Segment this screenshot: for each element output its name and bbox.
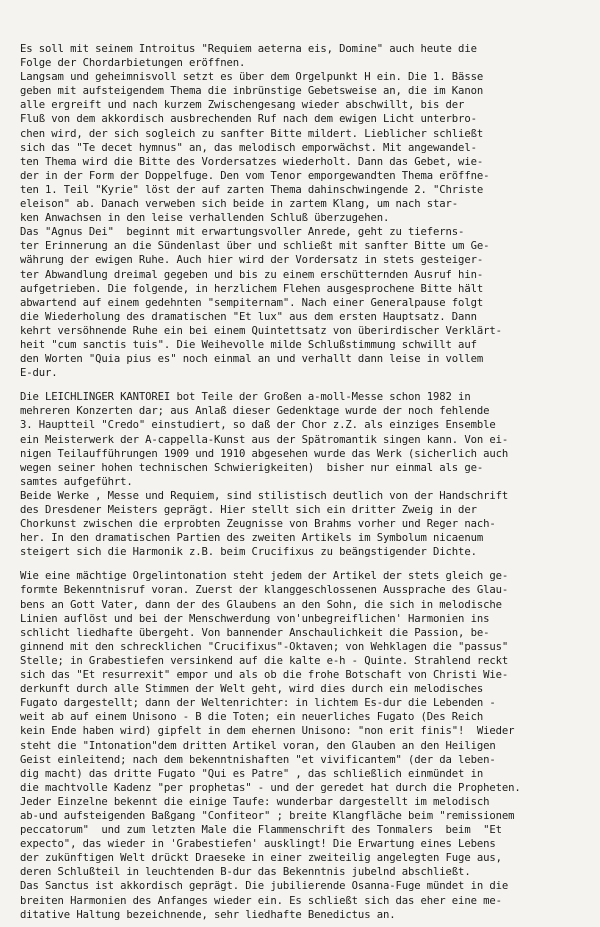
text-line: Fugato dargestellt; dann der Weltenrichter: in lichtem Es-dur die Lebenden -: [20, 697, 496, 710]
text-line: schlicht liedhafte übergeht. Von bannender Anschaulichkeit die Passion, be-: [20, 626, 490, 639]
text-line: samtes aufgeführt.: [20, 475, 133, 488]
paragraph-6: [20, 569, 586, 879]
text-line: nigen Teilaufführungen 1909 und 1910 abgesehen wurde das Werk (sicherlich auch: [20, 447, 509, 460]
text-line: expecto", das wieder in 'Grabestiefen' ausklingt! Die Erwartung eines Lebens: [20, 838, 496, 851]
text-line: eleison" ab. Danach verweben sich beide in zartem Klang, um nach star-: [20, 198, 459, 211]
text-line: abwartend auf einem gedehnten "sempiternam". Nach einer Generalpause folgt: [20, 296, 484, 309]
text-line: sich das "Te decet hymnus" an, das melodisch emporwächst. Mit angewandel-: [20, 141, 477, 154]
text-line: ab-und aufsteigenden Baßgang "Confiteor" ; breite Klangfläche beim "remissionem: [20, 809, 515, 822]
text-line: breiten Harmonien des Anfanges wieder ein. Es schließt sich das eher eine me-: [20, 894, 502, 907]
text-line: des Dresdener Meisters geprägt. Hier stellt sich ein dritter Zweig in der: [20, 504, 477, 516]
paragraph-2: [20, 70, 586, 225]
text-line: Stelle; in Grabestiefen versinkend auf die kalte e-h - Quinte. Strahlend reckt: [20, 654, 509, 667]
text-line: Folge der Chordarbietungen eröffnen.: [20, 57, 246, 70]
text-line: derkunft durch alle Stimmen der Welt geht, wird dies durch ein melodisches: [20, 683, 484, 696]
text-line: Das Sanctus ist akkordisch geprägt. Die jubilierende Osanna-Fuge mündet in die: [20, 880, 509, 893]
text-line: währung der ewigen Ruhe. Auch hier wird der Vordersatz in stets gesteiger-: [20, 254, 484, 267]
text-line: formte Bekenntnisruf voran. Zuerst der klanggeschlossenen Aussprache des Glau-: [20, 584, 509, 597]
text-line: weit ab auf einem Unisono - B die Toten; ein neuerliches Fugato (Des Reich: [20, 711, 484, 724]
text-line: dig macht) das dritte Fugato "Qui es Patre" , das schließlich einmündet in: [20, 767, 484, 780]
paragraph-5: [20, 489, 586, 559]
text-line: die machtvolle Kadenz "per prophetas" - und der geredet hat durch die Propheten.: [20, 781, 521, 794]
text-line: geben mit aufsteigendem Thema die inbrünstige Gebetsweise an, die im Kanon: [20, 85, 484, 98]
text-line: Langsam und geheimnisvoll setzt es über dem Orgelpunkt H ein. Die 1. Bässe: [20, 71, 484, 84]
paragraph-4: [20, 390, 586, 489]
paragraph-3: [20, 225, 586, 380]
text-line: der zukünftigen Welt drückt Draeseke in einer zweiteilig angelegten Fuge aus,: [20, 852, 502, 865]
text-line: sich das "Et resurrexit" empor und als ob die frohe Botschaft von Christi Wie-: [20, 669, 509, 682]
text-line: steigert sich die Harmonik z.B. beim Crucifixus zu beängstigender Dichte.: [20, 546, 477, 559]
text-line: ditative Haltung bezeichnende, sehr liedhafte Benedictus an.: [20, 908, 396, 921]
text-line: die Wiederholung des dramatischen "Et lux" aus dem ersten Hauptsatz. Dann: [20, 310, 477, 323]
text-line: ken Anwachsen in den leise verhallenden Schluß überzugehen.: [20, 212, 390, 225]
text-line: Fluß von dem akkordisch ausbrechenden Ruf nach dem ewigen Licht unterbro-: [20, 113, 477, 126]
text-line: ter Erinnerung an die Sündenlast über und schließt mit sanfter Bitte um Ge-: [20, 240, 490, 253]
text-line: Geist einleitend; nach dem bekenntnishaften "et vivificantem" (der da leben-: [20, 753, 496, 766]
text-line: ten Thema wird die Bitte des Vordersatzes wiederholt. Dann das Gebet, wie-: [20, 155, 484, 168]
text-line: Linien auflöst und bei der Menschwerdung von'unbegreiflichen' Harmonien ins: [20, 612, 490, 625]
text-line: Das "Agnus Dei" beginnt mit erwartungsvoller Anrede, geht zu tieferns-: [20, 226, 465, 239]
text-line: ginnend mit den schrecklichen "Crucifixus"-Oktaven; von Wehklagen die "passus": [20, 640, 509, 653]
text-line: aufgetrieben. Die folgende, in herzlichem Flehen ausgesprochene Bitte hält: [20, 282, 484, 295]
text-line: ter Abwandlung dreimal gegeben und bis zu einem erschütternden Ausruf hin-: [20, 268, 484, 281]
text-line: kein Ende haben wird) gipfelt in dem ehernen Unisono: "non erit finis"! Wieder: [20, 725, 515, 738]
text-line: 3. Hauptteil "Credo" einstudiert, so daß der Chor z.Z. als einziges Ensemble: [20, 419, 496, 432]
text-line: alle ergreift und nach kurzem Zwischengesang wieder abschwillt, bis der: [20, 99, 465, 112]
text-line: chen wird, der sich sogleich zu sanfter Bitte mildert. Lieblicher schließt: [20, 127, 484, 140]
paragraph-1: [20, 42, 586, 70]
text-line: deren Schlußteil in leuchtenden B-dur das Bekenntnis jubelnd abschließt.: [20, 866, 471, 879]
text-line: Beide Werke , Messe und Requiem, sind stilistisch deutlich von der Handschrift: [20, 489, 509, 502]
text-line: Die LEICHLINGER KANTOREI bot Teile der Großen a-moll-Messe schon 1982 in: [20, 391, 471, 404]
text-line: E-dur.: [20, 367, 58, 380]
text-line: den Worten "Quia pius es" noch einmal an und verhallt dann leise in vollem: [20, 353, 484, 366]
text-line: her. In den dramatischen Partien des zweiten Artikels im Symbolum nicaenum: [20, 532, 484, 545]
text-line: Chorkunst zwischen die erprobten Zeugnisse von Brahms vorher und Reger nach-: [20, 518, 496, 531]
text-line: kehrt versöhnende Ruhe ein bei einem Quintettsatz von überirdischer Verklärt-: [20, 324, 502, 337]
text-line: Jeder Einzelne bekennt die einige Taufe: wunderbar dargestellt im melodisch: [20, 795, 490, 808]
text-line: wegen seiner hohen technischen Schwierigkeiten) bisher nur einmal als ge-: [20, 461, 484, 474]
text-line: Wie eine mächtige Orgelintonation steht jedem der Artikel der stets gleich ge-: [20, 570, 509, 583]
text-line: ten 1. Teil "Kyrie" löst der auf zarten Thema dahinschwingende 2. "Christe: [20, 183, 484, 196]
text-line: steht die "Intonation"dem dritten Artikel voran, den Glauben an den Heiligen: [20, 739, 496, 752]
text-line: der in der Form der Doppelfuge. Den vom Tenor emporgewandten Thema eröffne-: [20, 169, 490, 182]
text-line: Es soll mit seinem Introitus "Requiem aeterna eis, Domine" auch heute die: [20, 43, 477, 55]
text-line: ein Meisterwerk der A-cappella-Kunst aus der Spätromantik singen kann. Von ei-: [20, 433, 509, 446]
paragraph-gap: [20, 559, 586, 569]
text-line: mehreren Konzerten dar; aus Anlaß dieser Gedenktage wurde der noch fehlende: [20, 405, 490, 418]
text-line: bens an Gott Vater, dann der des Glaubens an den Sohn, die sich in melodische: [20, 598, 502, 611]
paragraph-7: [20, 879, 586, 921]
text-line: heit "cum sanctis tuis". Die Weihevolle milde Schlußstimmung schwillt auf: [20, 338, 477, 351]
paragraph-gap: [20, 380, 586, 390]
text-line: peccatorum" und zum letzten Male die Flammenschrift des Tonmalers beim "Et: [20, 824, 502, 837]
